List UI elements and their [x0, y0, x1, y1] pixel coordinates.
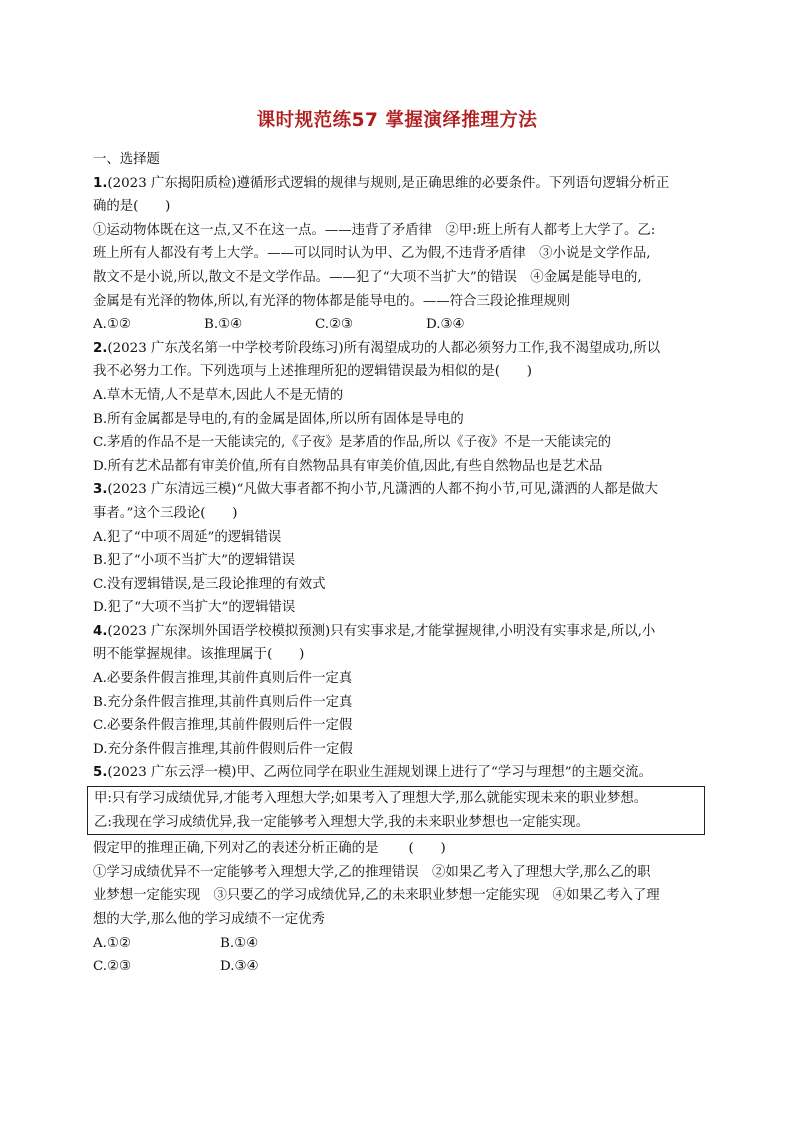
- document-body: [93, 148, 699, 979]
- question-5-options-row-2: [93, 955, 699, 979]
- question-number: 5.: [93, 765, 108, 781]
- dialogue-line-yi: 乙:我现在学习成绩优异,我一定能够考入理想大学,我的未来职业梦想也一定能实现。: [94, 814, 590, 830]
- question-5-line: [93, 761, 699, 785]
- question-5: [93, 761, 699, 978]
- option-a[interactable]: A.犯了“中项不周延”的逻辑错误: [93, 529, 282, 545]
- page-title: 课时规范练57 掌握演绎推理方法: [256, 110, 538, 131]
- question-3-line: 事者。”这个三段论( ): [93, 505, 238, 521]
- option-a[interactable]: A.必要条件假言推理,其前件真则后件一定真: [93, 671, 353, 687]
- option-c[interactable]: C.②③: [93, 959, 132, 975]
- option-d[interactable]: D.充分条件假言推理,其前件假则后件一定假: [93, 741, 353, 757]
- option-a[interactable]: A.草木无情,人不是草木,因此人不是无情的: [93, 387, 344, 403]
- dialogue-line-jia: 甲:只有学习成绩优异,才能考入理想大学;如果考入了理想大学,那么就能实现未来的职业梦想。: [94, 791, 648, 807]
- question-number: 4.: [93, 623, 108, 639]
- question-text: 假定甲的推理正确,下列对乙的表述分析正确的是: [93, 841, 379, 857]
- question-number: 2.: [93, 340, 108, 356]
- question-text: (2023 广东深圳外国语学校模拟预测)只有实事求是,才能掌握规律,小明没有实事求是,所以,小: [107, 623, 656, 639]
- option-a[interactable]: A.①②: [93, 317, 131, 333]
- question-number: 3.: [93, 482, 108, 498]
- question-1-line: 班上所有人都没有考上大学。——可以同时认为甲、乙为假,不违背矛盾律 ③小说是文学作品,: [93, 246, 651, 262]
- question-1-options: [93, 313, 699, 337]
- question-3: [93, 478, 699, 620]
- question-text: (2023 广东云浮一模)甲、乙两位同学在职业生涯规划课上进行了“学习与理想”的主题交流。: [107, 765, 652, 781]
- question-text: (2023 广东茂名第一中学校考阶段练习)所有渴望成功的人都必须努力工作,我不渴望成功,所以: [107, 340, 661, 356]
- option-c[interactable]: C.茅盾的作品不是一天能读完的,《子夜》是茅盾的作品,所以《子夜》不是一天能读完的: [93, 435, 611, 451]
- question-5-line: 业梦想一定能实现 ③只要乙的学习成绩优异,乙的未来职业梦想一定能实现 ④如果乙考入了理: [93, 888, 660, 904]
- question-5-stem: [93, 837, 699, 861]
- question-4: [93, 620, 699, 762]
- question-3-line: [93, 478, 699, 502]
- option-b[interactable]: B.所有金属都是导电的,有的金属是固体,所以所有固体是导电的: [93, 411, 464, 427]
- section-heading: 一、选择题: [93, 152, 160, 167]
- option-d[interactable]: D.③④: [220, 959, 259, 975]
- question-2-line: [93, 337, 699, 361]
- option-b[interactable]: B.①④: [204, 317, 243, 333]
- question-5-line: 想的大学,那么他的学习成绩不一定优秀: [93, 912, 325, 927]
- question-1-line: ①运动物体既在这一点,又不在这一点。——违背了矛盾律 ②甲:班上所有人都考上大学了。乙:: [93, 222, 656, 238]
- question-4-line: 明不能掌握规律。该推理属于( ): [93, 647, 305, 663]
- question-4-line: [93, 620, 699, 644]
- answer-paren: ( ): [408, 841, 446, 857]
- question-2-line: 我不必努力工作。下列选项与上述推理所犯的逻辑错误最为相似的是( ): [93, 364, 532, 380]
- option-b[interactable]: B.充分条件假言推理,其前件真则后件一定真: [93, 694, 353, 710]
- option-c[interactable]: C.必要条件假言推理,其前件假则后件一定假: [93, 718, 353, 734]
- question-5-line: ①学习成绩优异不一定能够考入理想大学,乙的推理错误 ②如果乙考入了理想大学,那么乙的职: [93, 864, 651, 880]
- question-text: (2023 广东揭阳质检)遵循形式逻辑的规律与规则,是正确思维的必要条件。下列语句逻辑分析正: [107, 175, 670, 191]
- question-1-line: 金属是有光泽的物体,所以,有光泽的物体都是能导电的。——符合三段论推理规则: [93, 293, 571, 309]
- question-1-line: [93, 172, 699, 196]
- option-c[interactable]: C.没有逻辑错误,是三段论推理的有效式: [93, 576, 326, 592]
- question-5-options-row-1: [93, 932, 699, 956]
- question-1-line: 散文不是小说,所以,散文不是文学作品。——犯了“大项不当扩大”的错误 ④金属是能导电的,: [93, 269, 642, 285]
- question-2: [93, 337, 699, 479]
- question-1-line: 确的是( ): [93, 199, 171, 215]
- question-1: [93, 172, 699, 337]
- option-d[interactable]: D.犯了“大项不当扩大”的逻辑错误: [93, 600, 296, 616]
- question-text: (2023 广东清远三模)“凡做大事者都不拘小节,凡潇洒的人都不拘小节,可见,潇洒的人都是做大: [107, 482, 658, 498]
- option-d[interactable]: D.③④: [426, 317, 465, 333]
- option-b[interactable]: B.①④: [220, 935, 259, 951]
- dialogue-box: [87, 786, 705, 835]
- option-b[interactable]: B.犯了“小项不当扩大”的逻辑错误: [93, 553, 295, 569]
- option-c[interactable]: C.②③: [315, 317, 354, 333]
- option-a[interactable]: A.①②: [93, 935, 131, 951]
- option-d[interactable]: D.所有艺术品都有审美价值,所有自然物品具有审美价值,因此,有些自然物品也是艺术品: [93, 458, 603, 474]
- question-number: 1.: [93, 175, 108, 191]
